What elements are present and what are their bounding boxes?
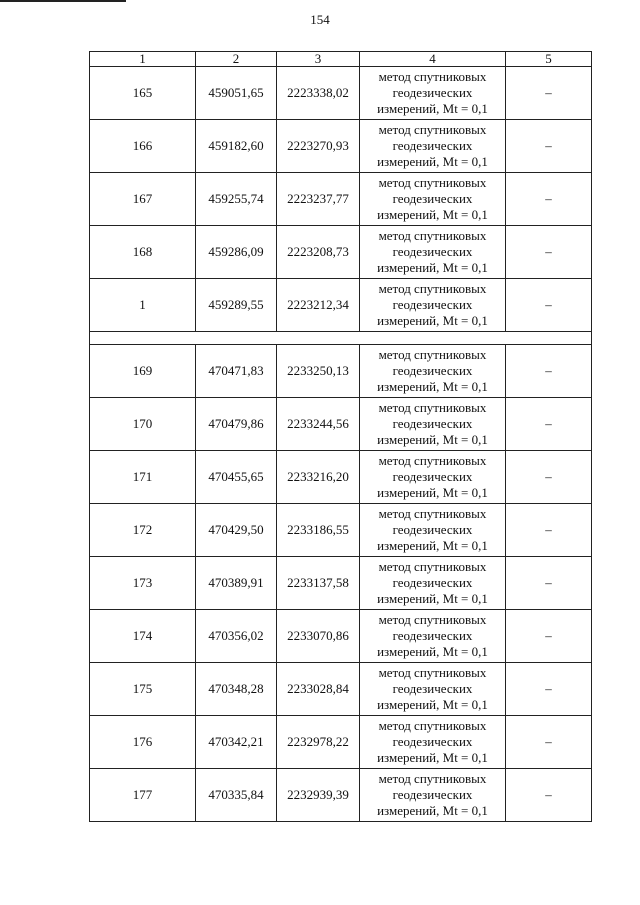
- method-line: метод спутниковых: [378, 281, 487, 296]
- note-cell: [506, 67, 592, 120]
- table-row: [90, 557, 592, 610]
- method-cell: [360, 120, 506, 173]
- note-cell: [506, 610, 592, 663]
- note-cell: [506, 716, 592, 769]
- method-cell: [360, 610, 506, 663]
- y-coordinate-cell: 2223212,34: [277, 279, 360, 332]
- method-line: измерений, Mt = 0,1: [377, 101, 488, 116]
- method-line: измерений, Mt = 0,1: [377, 207, 488, 222]
- y-coordinate-cell: 2233070,86: [277, 610, 360, 663]
- method-line: геодезических: [392, 138, 473, 153]
- table-row: [90, 67, 592, 120]
- method-line: геодезических: [392, 191, 473, 206]
- note-cell: [506, 769, 592, 822]
- x-coordinate-cell: 459286,09: [196, 226, 277, 279]
- point-number-cell: 1: [90, 279, 196, 332]
- table-row: [90, 226, 592, 279]
- method-line: метод спутниковых: [378, 559, 487, 574]
- note-cell: [506, 663, 592, 716]
- point-number-cell: 165: [90, 67, 196, 120]
- method-line: измерений, Mt = 0,1: [377, 432, 488, 447]
- group-separator-row: [90, 332, 592, 345]
- point-number-cell: 177: [90, 769, 196, 822]
- x-coordinate-cell: 459051,65: [196, 67, 277, 120]
- y-coordinate-cell: 2233216,20: [277, 451, 360, 504]
- note-dash: –: [545, 363, 552, 378]
- point-number-cell: 166: [90, 120, 196, 173]
- note-cell: [506, 173, 592, 226]
- method-line: измерений, Mt = 0,1: [377, 260, 488, 275]
- table-row: [90, 279, 592, 332]
- method-line: метод спутниковых: [378, 718, 487, 733]
- method-line: метод спутниковых: [378, 122, 487, 137]
- table-row: [90, 345, 592, 398]
- note-dash: –: [545, 787, 552, 802]
- note-cell: [506, 557, 592, 610]
- table-row: [90, 610, 592, 663]
- method-line: измерений, Mt = 0,1: [377, 379, 488, 394]
- point-number-cell: 167: [90, 173, 196, 226]
- method-line: геодезических: [392, 469, 473, 484]
- point-number-cell: 169: [90, 345, 196, 398]
- note-dash: –: [545, 244, 552, 259]
- y-coordinate-cell: 2223270,93: [277, 120, 360, 173]
- note-dash: –: [545, 681, 552, 696]
- note-cell: [506, 279, 592, 332]
- y-coordinate-cell: 2232978,22: [277, 716, 360, 769]
- note-dash: –: [545, 416, 552, 431]
- note-cell: [506, 120, 592, 173]
- method-line: метод спутниковых: [378, 400, 487, 415]
- header-row: [90, 52, 592, 67]
- method-line: метод спутниковых: [378, 506, 487, 521]
- method-cell: [360, 769, 506, 822]
- method-line: измерений, Mt = 0,1: [377, 644, 488, 659]
- note-dash: –: [545, 469, 552, 484]
- table-row: [90, 769, 592, 822]
- note-cell: [506, 398, 592, 451]
- note-cell: [506, 226, 592, 279]
- x-coordinate-cell: 470389,91: [196, 557, 277, 610]
- x-coordinate-cell: 459182,60: [196, 120, 277, 173]
- point-number-cell: 173: [90, 557, 196, 610]
- table-row: [90, 716, 592, 769]
- x-coordinate-cell: 470471,83: [196, 345, 277, 398]
- top-left-rule: [0, 0, 126, 2]
- note-cell: [506, 451, 592, 504]
- method-line: геодезических: [392, 628, 473, 643]
- method-line: метод спутниковых: [378, 175, 487, 190]
- point-number-cell: 170: [90, 398, 196, 451]
- point-number-cell: 176: [90, 716, 196, 769]
- y-coordinate-cell: 2233250,13: [277, 345, 360, 398]
- table-body: [90, 52, 592, 822]
- method-cell: [360, 557, 506, 610]
- method-line: измерений, Mt = 0,1: [377, 538, 488, 553]
- method-line: метод спутниковых: [378, 453, 487, 468]
- method-cell: [360, 226, 506, 279]
- method-line: геодезических: [392, 575, 473, 590]
- note-dash: –: [545, 297, 552, 312]
- note-dash: –: [545, 138, 552, 153]
- y-coordinate-cell: 2233137,58: [277, 557, 360, 610]
- method-line: измерений, Mt = 0,1: [377, 750, 488, 765]
- x-coordinate-cell: 470356,02: [196, 610, 277, 663]
- method-line: метод спутниковых: [378, 665, 487, 680]
- note-dash: –: [545, 522, 552, 537]
- note-cell: [506, 345, 592, 398]
- method-line: геодезических: [392, 363, 473, 378]
- page-number: 154: [310, 12, 330, 27]
- header-col-1: 1: [90, 52, 196, 67]
- y-coordinate-cell: 2223338,02: [277, 67, 360, 120]
- x-coordinate-cell: 470429,50: [196, 504, 277, 557]
- x-coordinate-cell: 470348,28: [196, 663, 277, 716]
- table-row: [90, 173, 592, 226]
- table-row: [90, 120, 592, 173]
- method-line: геодезических: [392, 734, 473, 749]
- x-coordinate-cell: 459289,55: [196, 279, 277, 332]
- y-coordinate-cell: 2233028,84: [277, 663, 360, 716]
- x-coordinate-cell: 470455,65: [196, 451, 277, 504]
- point-number-cell: 174: [90, 610, 196, 663]
- table-row: [90, 663, 592, 716]
- method-line: геодезических: [392, 297, 473, 312]
- method-line: метод спутниковых: [378, 228, 487, 243]
- method-line: измерений, Mt = 0,1: [377, 697, 488, 712]
- coordinates-table: [89, 51, 592, 822]
- method-cell: [360, 451, 506, 504]
- note-dash: –: [545, 191, 552, 206]
- table-row: [90, 451, 592, 504]
- method-cell: [360, 345, 506, 398]
- method-line: геодезических: [392, 681, 473, 696]
- header-col-2: 2: [196, 52, 277, 67]
- note-dash: –: [545, 575, 552, 590]
- group-separator-cell: [90, 332, 592, 345]
- method-cell: [360, 716, 506, 769]
- x-coordinate-cell: 459255,74: [196, 173, 277, 226]
- method-line: геодезических: [392, 244, 473, 259]
- method-line: измерений, Mt = 0,1: [377, 154, 488, 169]
- y-coordinate-cell: 2223208,73: [277, 226, 360, 279]
- method-line: измерений, Mt = 0,1: [377, 803, 488, 818]
- method-cell: [360, 663, 506, 716]
- method-cell: [360, 67, 506, 120]
- method-line: метод спутниковых: [378, 771, 487, 786]
- x-coordinate-cell: 470479,86: [196, 398, 277, 451]
- method-cell: [360, 173, 506, 226]
- method-cell: [360, 398, 506, 451]
- method-line: метод спутниковых: [378, 612, 487, 627]
- method-cell: [360, 279, 506, 332]
- y-coordinate-cell: 2233244,56: [277, 398, 360, 451]
- point-number-cell: 171: [90, 451, 196, 504]
- note-cell: [506, 504, 592, 557]
- method-cell: [360, 504, 506, 557]
- header-col-4: 4: [360, 52, 506, 67]
- table-row: [90, 398, 592, 451]
- point-number-cell: 168: [90, 226, 196, 279]
- point-number-cell: 175: [90, 663, 196, 716]
- y-coordinate-cell: 2223237,77: [277, 173, 360, 226]
- method-line: геодезических: [392, 85, 473, 100]
- method-line: метод спутниковых: [378, 69, 487, 84]
- y-coordinate-cell: 2232939,39: [277, 769, 360, 822]
- table-row: [90, 504, 592, 557]
- y-coordinate-cell: 2233186,55: [277, 504, 360, 557]
- note-dash: –: [545, 734, 552, 749]
- x-coordinate-cell: 470335,84: [196, 769, 277, 822]
- method-line: измерений, Mt = 0,1: [377, 313, 488, 328]
- method-line: геодезических: [392, 416, 473, 431]
- method-line: геодезических: [392, 787, 473, 802]
- x-coordinate-cell: 470342,21: [196, 716, 277, 769]
- method-line: измерений, Mt = 0,1: [377, 591, 488, 606]
- note-dash: –: [545, 628, 552, 643]
- note-dash: –: [545, 85, 552, 100]
- method-line: измерений, Mt = 0,1: [377, 485, 488, 500]
- point-number-cell: 172: [90, 504, 196, 557]
- header-col-3: 3: [277, 52, 360, 67]
- method-line: метод спутниковых: [378, 347, 487, 362]
- method-line: геодезических: [392, 522, 473, 537]
- header-col-5: 5: [506, 52, 592, 67]
